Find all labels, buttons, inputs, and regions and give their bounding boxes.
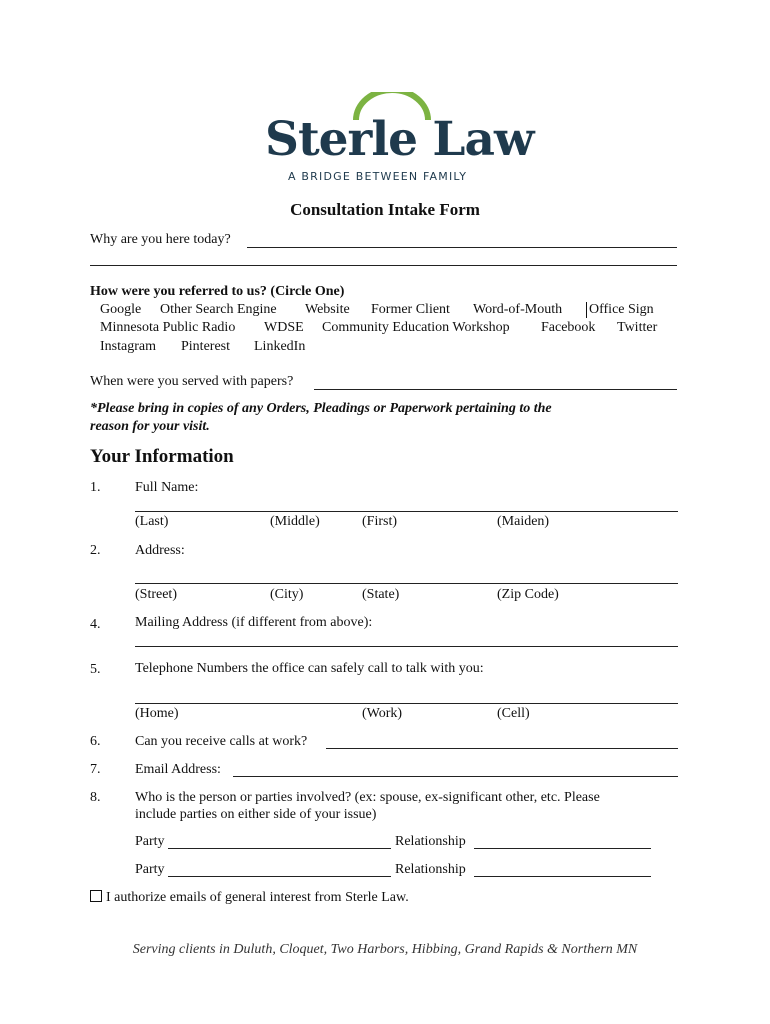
telephone-field[interactable] (135, 703, 678, 704)
work-label: (Work) (362, 706, 403, 721)
authorize-checkbox[interactable] (90, 890, 102, 902)
why-field-line2[interactable] (90, 265, 677, 266)
authorize-label: I authorize emails of general interest from Sterle Law. (106, 890, 409, 905)
email-field[interactable] (233, 776, 678, 777)
party-field[interactable] (168, 848, 391, 849)
why-field[interactable] (247, 247, 677, 248)
why-label: Why are you here today? (90, 232, 231, 247)
mailing-label: Mailing Address (if different from above): (135, 615, 373, 630)
referral-option[interactable]: Twitter (617, 320, 658, 335)
relationship-label: Relationship (395, 862, 466, 877)
served-label: When were you served with papers? (90, 374, 294, 389)
address-label: Address: (135, 543, 185, 558)
item-number: 2. (90, 543, 101, 558)
footer: Serving clients in Duluth, Cloquet, Two Harbors, Hibbing, Grand Rapids & Northern MN (132, 942, 638, 957)
item-number: 5. (90, 662, 101, 677)
telephone-label: Telephone Numbers the office can safely call to talk with you: (135, 661, 484, 676)
state-label: (State) (362, 587, 400, 602)
note-text-2: reason for your visit. (90, 419, 210, 434)
calls-work-field[interactable] (326, 748, 678, 749)
first-label: (First) (362, 514, 397, 529)
home-label: (Home) (135, 706, 179, 721)
referral-option[interactable]: Community Education Workshop (322, 320, 510, 335)
item-number: 7. (90, 762, 101, 777)
zip-label: (Zip Code) (497, 587, 559, 602)
maiden-label: (Maiden) (497, 514, 550, 529)
note-text: *Please bring in copies of any Orders, Pleadings or Paperwork pertaining to the (90, 401, 552, 416)
party-label: Party (135, 834, 165, 849)
referral-option[interactable]: Other Search Engine (160, 302, 277, 317)
full-name-label: Full Name: (135, 480, 199, 495)
item-number: 4. (90, 617, 101, 632)
relationship-field[interactable] (474, 848, 651, 849)
page-title: Consultation Intake Form (290, 200, 480, 219)
relationship-field[interactable] (474, 876, 651, 877)
logo-tagline: A BRIDGE BETWEEN FAMILY (288, 170, 468, 183)
referral-option[interactable]: Former Client (371, 302, 450, 317)
relationship-label: Relationship (395, 834, 466, 849)
full-name-field[interactable] (135, 511, 678, 512)
referred-heading: How were you referred to us? (Circle One) (90, 284, 345, 299)
referral-option[interactable]: Minnesota Public Radio (100, 320, 236, 335)
calls-work-label: Can you receive calls at work? (135, 734, 308, 749)
item-number: 1. (90, 480, 101, 495)
referral-option[interactable]: LinkedIn (254, 339, 306, 354)
cell-label: (Cell) (497, 706, 530, 721)
served-field[interactable] (314, 389, 677, 390)
referral-option[interactable]: Google (100, 302, 142, 317)
middle-label: (Middle) (270, 514, 320, 529)
referral-option[interactable]: Instagram (100, 339, 156, 354)
party-label: Party (135, 862, 165, 877)
referral-option[interactable]: Word-of-Mouth (473, 302, 563, 317)
referral-option[interactable]: WDSE (264, 320, 304, 335)
item-number: 8. (90, 790, 101, 805)
referral-option[interactable]: Pinterest (181, 339, 230, 354)
city-label: (City) (270, 587, 304, 602)
who-label-2: include parties on either side of your issue) (135, 807, 377, 822)
street-label: (Street) (135, 587, 177, 602)
referral-option[interactable]: Website (305, 302, 350, 317)
party-field[interactable] (168, 876, 391, 877)
email-label: Email Address: (135, 762, 221, 777)
last-label: (Last) (135, 514, 169, 529)
address-field[interactable] (135, 583, 678, 584)
item-number: 6. (90, 734, 101, 749)
section-title: Your Information (90, 446, 234, 467)
mailing-field[interactable] (135, 646, 678, 647)
referral-option[interactable]: Facebook (541, 320, 596, 335)
logo: Sterle Law (265, 112, 534, 167)
authorize-row[interactable] (90, 890, 409, 906)
referral-option[interactable]: Office Sign (586, 302, 654, 318)
who-label: Who is the person or parties involved? (ex: spouse, ex-significant other, etc. Please (135, 790, 600, 805)
